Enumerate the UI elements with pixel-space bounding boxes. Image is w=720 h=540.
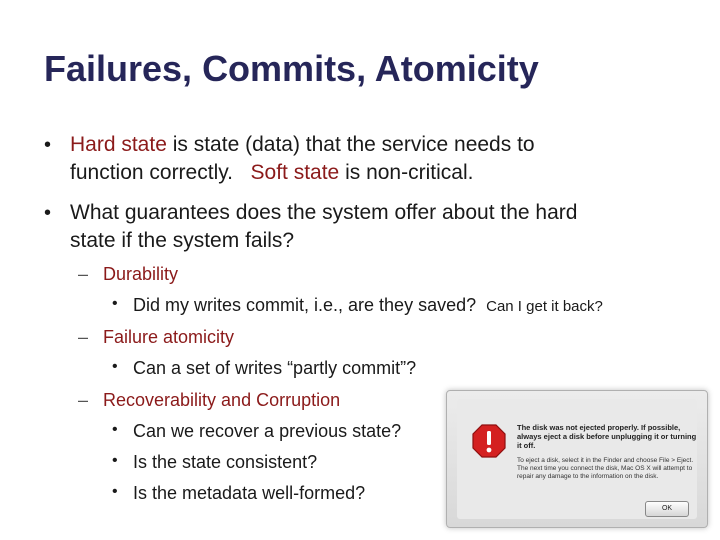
bullet-text (70, 131, 535, 159)
bullet-marker: • (44, 134, 52, 156)
ok-button[interactable]: OK (645, 501, 689, 517)
sub-bullet-text: Durability (103, 264, 179, 284)
dialog-title: The disk was not ejected properly. If possible, always eject a disk before unplugging it or turning it off. (517, 423, 697, 450)
sub-bullet-marker: – (78, 390, 89, 410)
disk-eject-dialog-image (446, 390, 708, 528)
sub-bullet-marker: – (78, 264, 89, 284)
sub-bullet-text: Recoverability and Corruption (103, 390, 341, 410)
bullet-text-part: is state (data) that the service needs to (166, 133, 535, 156)
subsub-bullet-text (133, 295, 603, 316)
term-hard-state: Hard state (70, 133, 167, 156)
subsub-bullet-text: Is the metadata well-formed? (133, 483, 366, 503)
subsub-bullet-text: Is the state consistent? (133, 452, 318, 472)
bullet-text-part: function correctly. (70, 161, 251, 184)
sub-bullet-text: Failure atomicity (103, 327, 235, 347)
subsub-bullet-marker: • (112, 358, 118, 375)
subsub-bullet-text: Can we recover a previous state? (133, 421, 402, 441)
bullet-text-part: is non-critical. (339, 161, 474, 184)
dialog-panel (457, 399, 697, 519)
subsub-bullet-text: Can a set of writes “partly commit”? (133, 358, 417, 378)
bullet-marker: • (44, 202, 52, 224)
subsub-bullet-marker: • (112, 295, 118, 312)
dialog-message: To eject a disk, select it in the Finder and choose File > Eject. The next time you connect the disk, Mac OS X will attempt to repair any damage to the information on the disk. (517, 457, 694, 480)
alert-icon (471, 423, 507, 459)
term-soft-state: Soft state (250, 161, 340, 184)
subsub-bullet-marker: • (112, 483, 118, 500)
bullet-text (70, 159, 473, 187)
sub-bullet-marker: – (78, 327, 89, 347)
subsub-bullet-marker: • (112, 421, 118, 438)
subsub-bullet-marker: • (112, 452, 118, 469)
subsub-bullet-text-extra: Can I get it back? (486, 298, 603, 315)
bullet-text: state if the system fails? (70, 229, 295, 252)
bullet-text: What guarantees does the system offer about the hard (70, 201, 578, 224)
slide-title: Failures, Commits, Atomicity (44, 48, 539, 89)
subsub-bullet-text-main: Did my writes commit, i.e., are they saved? (133, 295, 477, 315)
